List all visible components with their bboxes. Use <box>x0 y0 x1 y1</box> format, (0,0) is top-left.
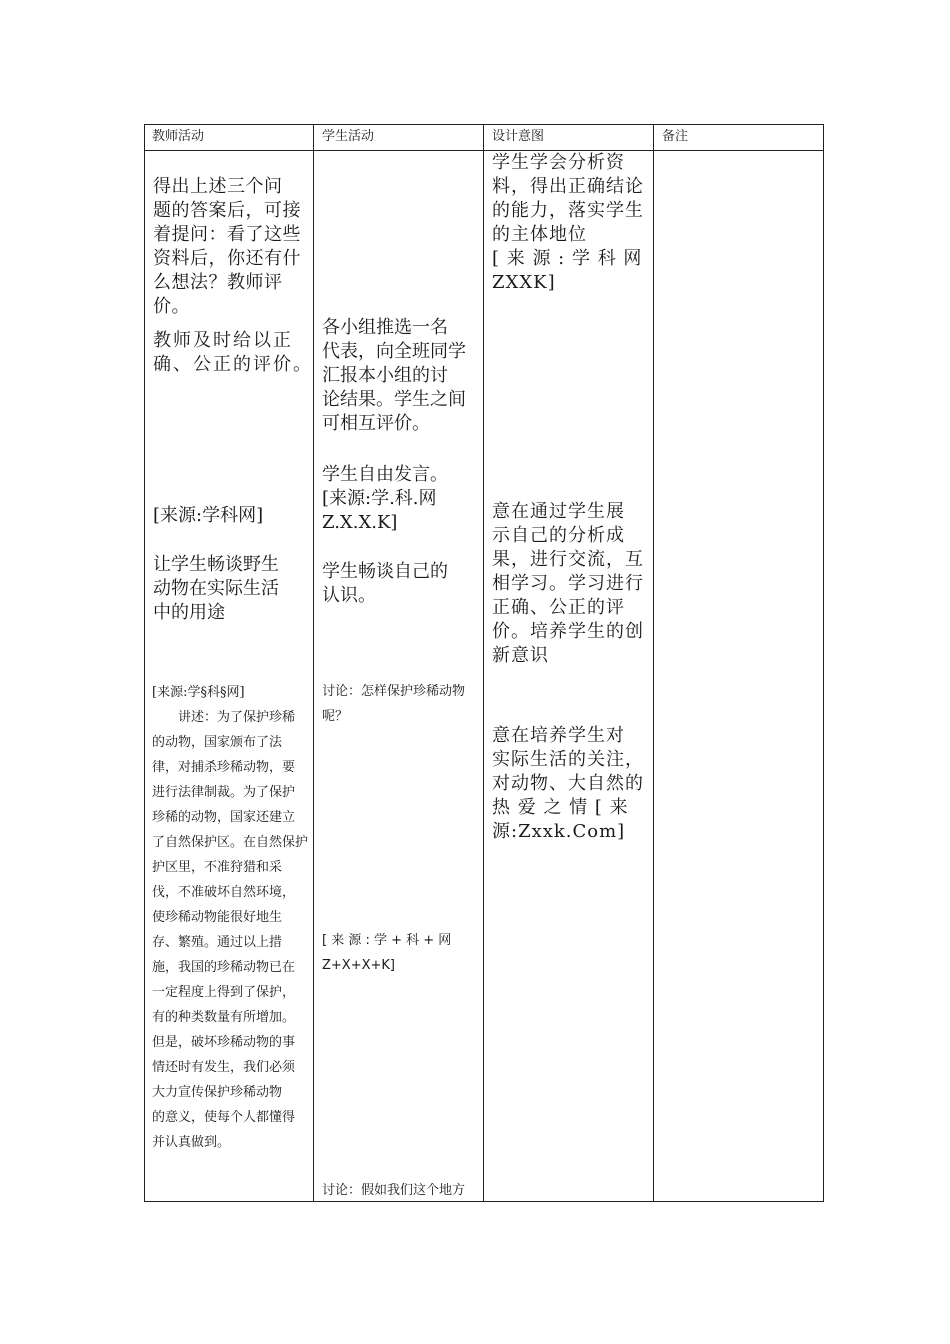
student-discussion-block: 讨论：怎样保护珍稀动物 呢？ <box>322 684 466 724</box>
student-text-block: 学生畅谈自己的 认识。 <box>322 561 448 606</box>
header-remarks: 备注 <box>662 129 689 144</box>
design-text-block: 学生学会分析资 料，得出正确结论 的能力，落实学生 的主体地位 [ 来 源 : 学 科 网 ZXXK] <box>492 152 644 293</box>
teacher-source-note: [来源:学科网] <box>153 505 264 526</box>
teacher-lecture-block: [来源:学§科§网] 讲述：为了保护珍稀 的动物，国家颁布了法 律，对捕杀珍稀动物，要 进行法律制裁。为了保护 珍稀的动物，国家还建立 了自然保护区。在自然保护 护区里，不准狩猎和采 伐，不准破坏自然环境， 使珍稀动物能很好地生 存、繁殖。通过以上措 施，我国的珍稀动物已在 一定程度上得到了保护， 有的种类数量有所增加。 但是，破坏珍稀动物的事 情还时有发生，我们必须 大力宣传保护珍稀动物 的意义，使每个人都懂得 并认真做到。 <box>152 685 309 1150</box>
teacher-text-block: 得出上述三个问 题的答案后，可接 着提问：看了这些 资料后，你还有什 么想法？教师评 价。 <box>153 176 301 317</box>
student-text-block: 学生自由发言。 [来源:学.科.网 Z.X.X.K] <box>322 464 448 533</box>
header-teacher-activity: 教师活动 <box>152 129 205 144</box>
teacher-text-block: 教师及时给以正 确、公正的评价。 <box>153 330 313 375</box>
column-divider <box>653 124 654 1202</box>
header-student-activity: 学生活动 <box>322 129 375 144</box>
student-source-note: [ 来 源 : 学 + 科 + 网 Z+X+X+K] <box>322 933 452 973</box>
header-divider <box>144 150 824 151</box>
student-discussion-block: 讨论：假如我们这个地方 <box>322 1183 466 1198</box>
teacher-text-block: 让学生畅谈野生 动物在实际生活 中的用途 <box>153 554 279 623</box>
student-text-block: 各小组推选一名 代表，向全班同学 汇报本小组的讨 论结果。学生之间 可相互评价。 <box>322 317 466 434</box>
column-divider <box>313 124 314 1202</box>
column-divider <box>483 124 484 1202</box>
design-text-block: 意在通过学生展 示自己的分析成 果，进行交流，互 相学习。学习进行 正确、公正的评 价。培养学生的创 新意识 <box>492 501 644 666</box>
header-design-intent: 设计意图 <box>492 129 545 144</box>
design-text-block: 意在培养学生对 实际生活的关注， 对动物、大自然的 热 爱 之 情 [ 来 源:Zxxk.Com] <box>492 725 644 842</box>
